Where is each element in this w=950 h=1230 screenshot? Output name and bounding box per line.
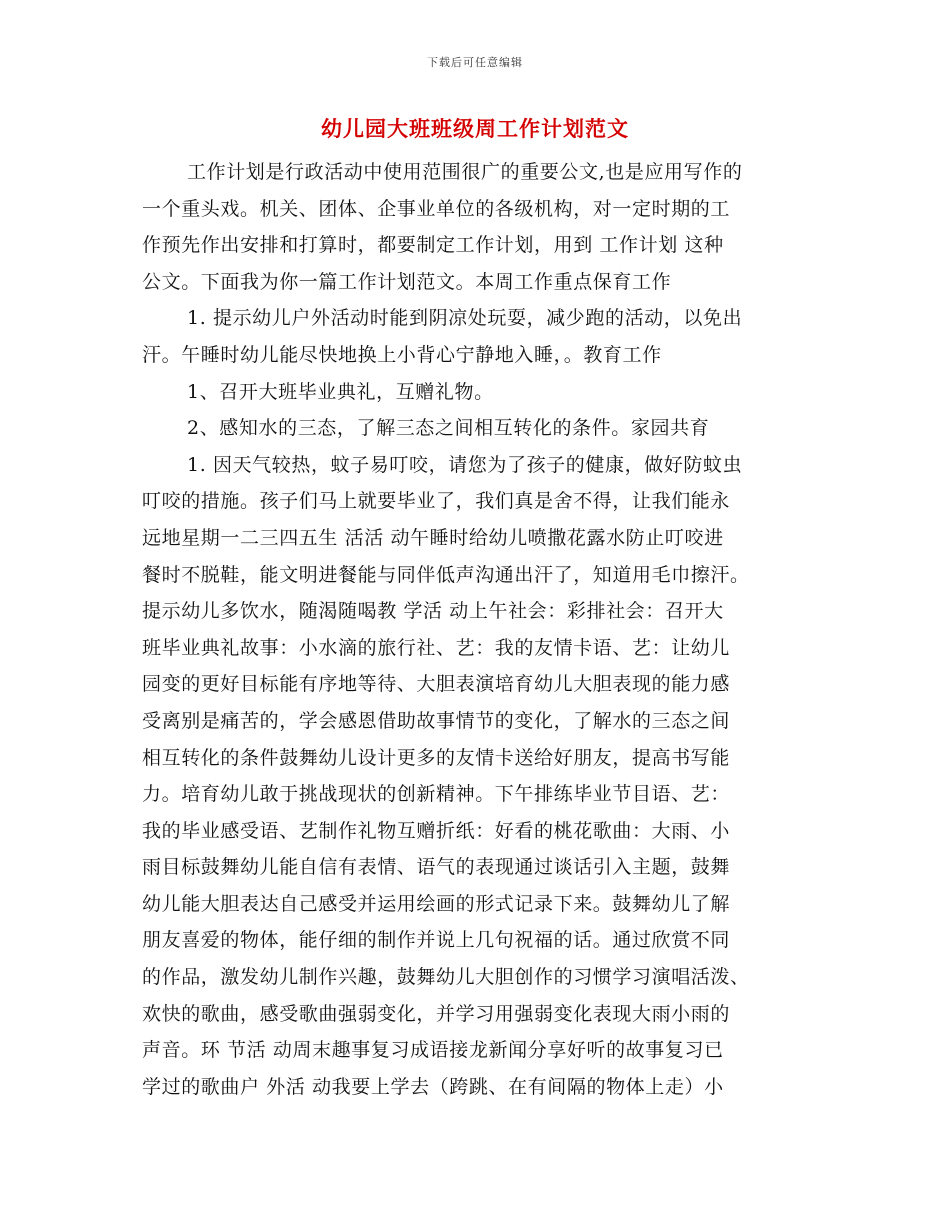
body-line: 2、感知水的三态，了解三态之间相互转化的条件。家园共育 xyxy=(187,417,710,440)
body-line: 汗。午睡时幼儿能尽快地换上小背心宁静地入睡，。教育工作 xyxy=(142,343,662,366)
body-line: 一个重头戏。机关、团体、企事业单位的各级机构，对一定时期的工 xyxy=(142,197,731,220)
body-line: 1. 提示幼儿户外活动时能到阴凉处玩耍，减少跑的活动，以免出 xyxy=(187,307,743,330)
body-line: 相互转化的条件鼓舞幼儿设计更多的友情卡送给好朋友，提高书写能 xyxy=(142,746,731,769)
body-line: 公文。下面我为你一篇工作计划范文。本周工作重点保育工作 xyxy=(142,270,672,293)
body-line: 作预先作出安排和打算时，都要制定工作计划，用到 工作计划 这种 xyxy=(142,234,724,257)
body-line: 提示幼儿多饮水，随渴随喝教 学活 动上午社会：彩排社会：召开大 xyxy=(142,600,724,623)
body-line: 声音。环 节活 动周末趣事复习成语接龙新闻分享好听的故事复习已 xyxy=(142,1039,724,1062)
body-line: 学过的歌曲户 外活 动我要上学去（跨跳、在有间隔的物体上走）小 xyxy=(142,1075,724,1098)
body-line: 工作计划是行政活动中使用范围很广的重要公文,也是应用写作的 xyxy=(187,161,743,183)
body-line: 远地星期一二三四五生 活活 动午睡时给幼儿喷撒花露水防止叮咬进 xyxy=(142,526,724,549)
body-line: 餐时不脱鞋，能文明进餐能与同伴低声沟通出汗了，知道用毛巾擦汗。 xyxy=(142,563,750,586)
body-line: 1、召开大班毕业典礼，互赠礼物。 xyxy=(187,380,494,403)
body-line: 园变的更好目标能有序地等待、大胆表演培育幼儿大胆表现的能力感 xyxy=(142,673,731,696)
document-body xyxy=(142,154,808,1105)
body-line: 幼儿能大胆表达自己感受并运用绘画的形式记录下来。鼓舞幼儿了解 xyxy=(142,892,731,915)
body-line: 力。培育幼儿敢于挑战现状的创新精神。下午排练毕业节目语、艺： xyxy=(142,783,731,806)
body-line: 1. 因天气较热，蚊子易叮咬，请您为了孩子的健康，做好防蚊虫 xyxy=(187,453,743,476)
header-note: 下载后可任意编辑 xyxy=(427,56,523,69)
document-title: 幼儿园大班班级周工作计划范文 xyxy=(321,116,629,141)
body-line: 朋友喜爱的物体，能仔细的制作并说上几句祝福的话。通过欣赏不同 xyxy=(142,929,731,952)
body-line: 受离别是痛苦的，学会感恩借助故事情节的变化，了解水的三态之间 xyxy=(142,709,731,732)
body-line: 叮咬的措施。孩子们马上就要毕业了，我们真是舍不得，让我们能永 xyxy=(142,490,731,513)
body-line: 班毕业典礼故事：小水滴的旅行社、艺：我的友情卡语、艺：让幼儿 xyxy=(142,636,731,659)
body-line: 的作品，激发幼儿制作兴趣，鼓舞幼儿大胆创作的习惯学习演唱活泼、 xyxy=(142,966,750,989)
body-line: 欢快的歌曲，感受歌曲强弱变化，并学习用强弱变化表现大雨小雨的 xyxy=(142,1002,731,1025)
body-line: 雨目标鼓舞幼儿能自信有表情、语气的表现通过谈话引入主题，鼓舞 xyxy=(142,856,731,879)
body-line: 我的毕业感受语、艺制作礼物互赠折纸：好看的桃花歌曲：大雨、小 xyxy=(142,819,731,842)
